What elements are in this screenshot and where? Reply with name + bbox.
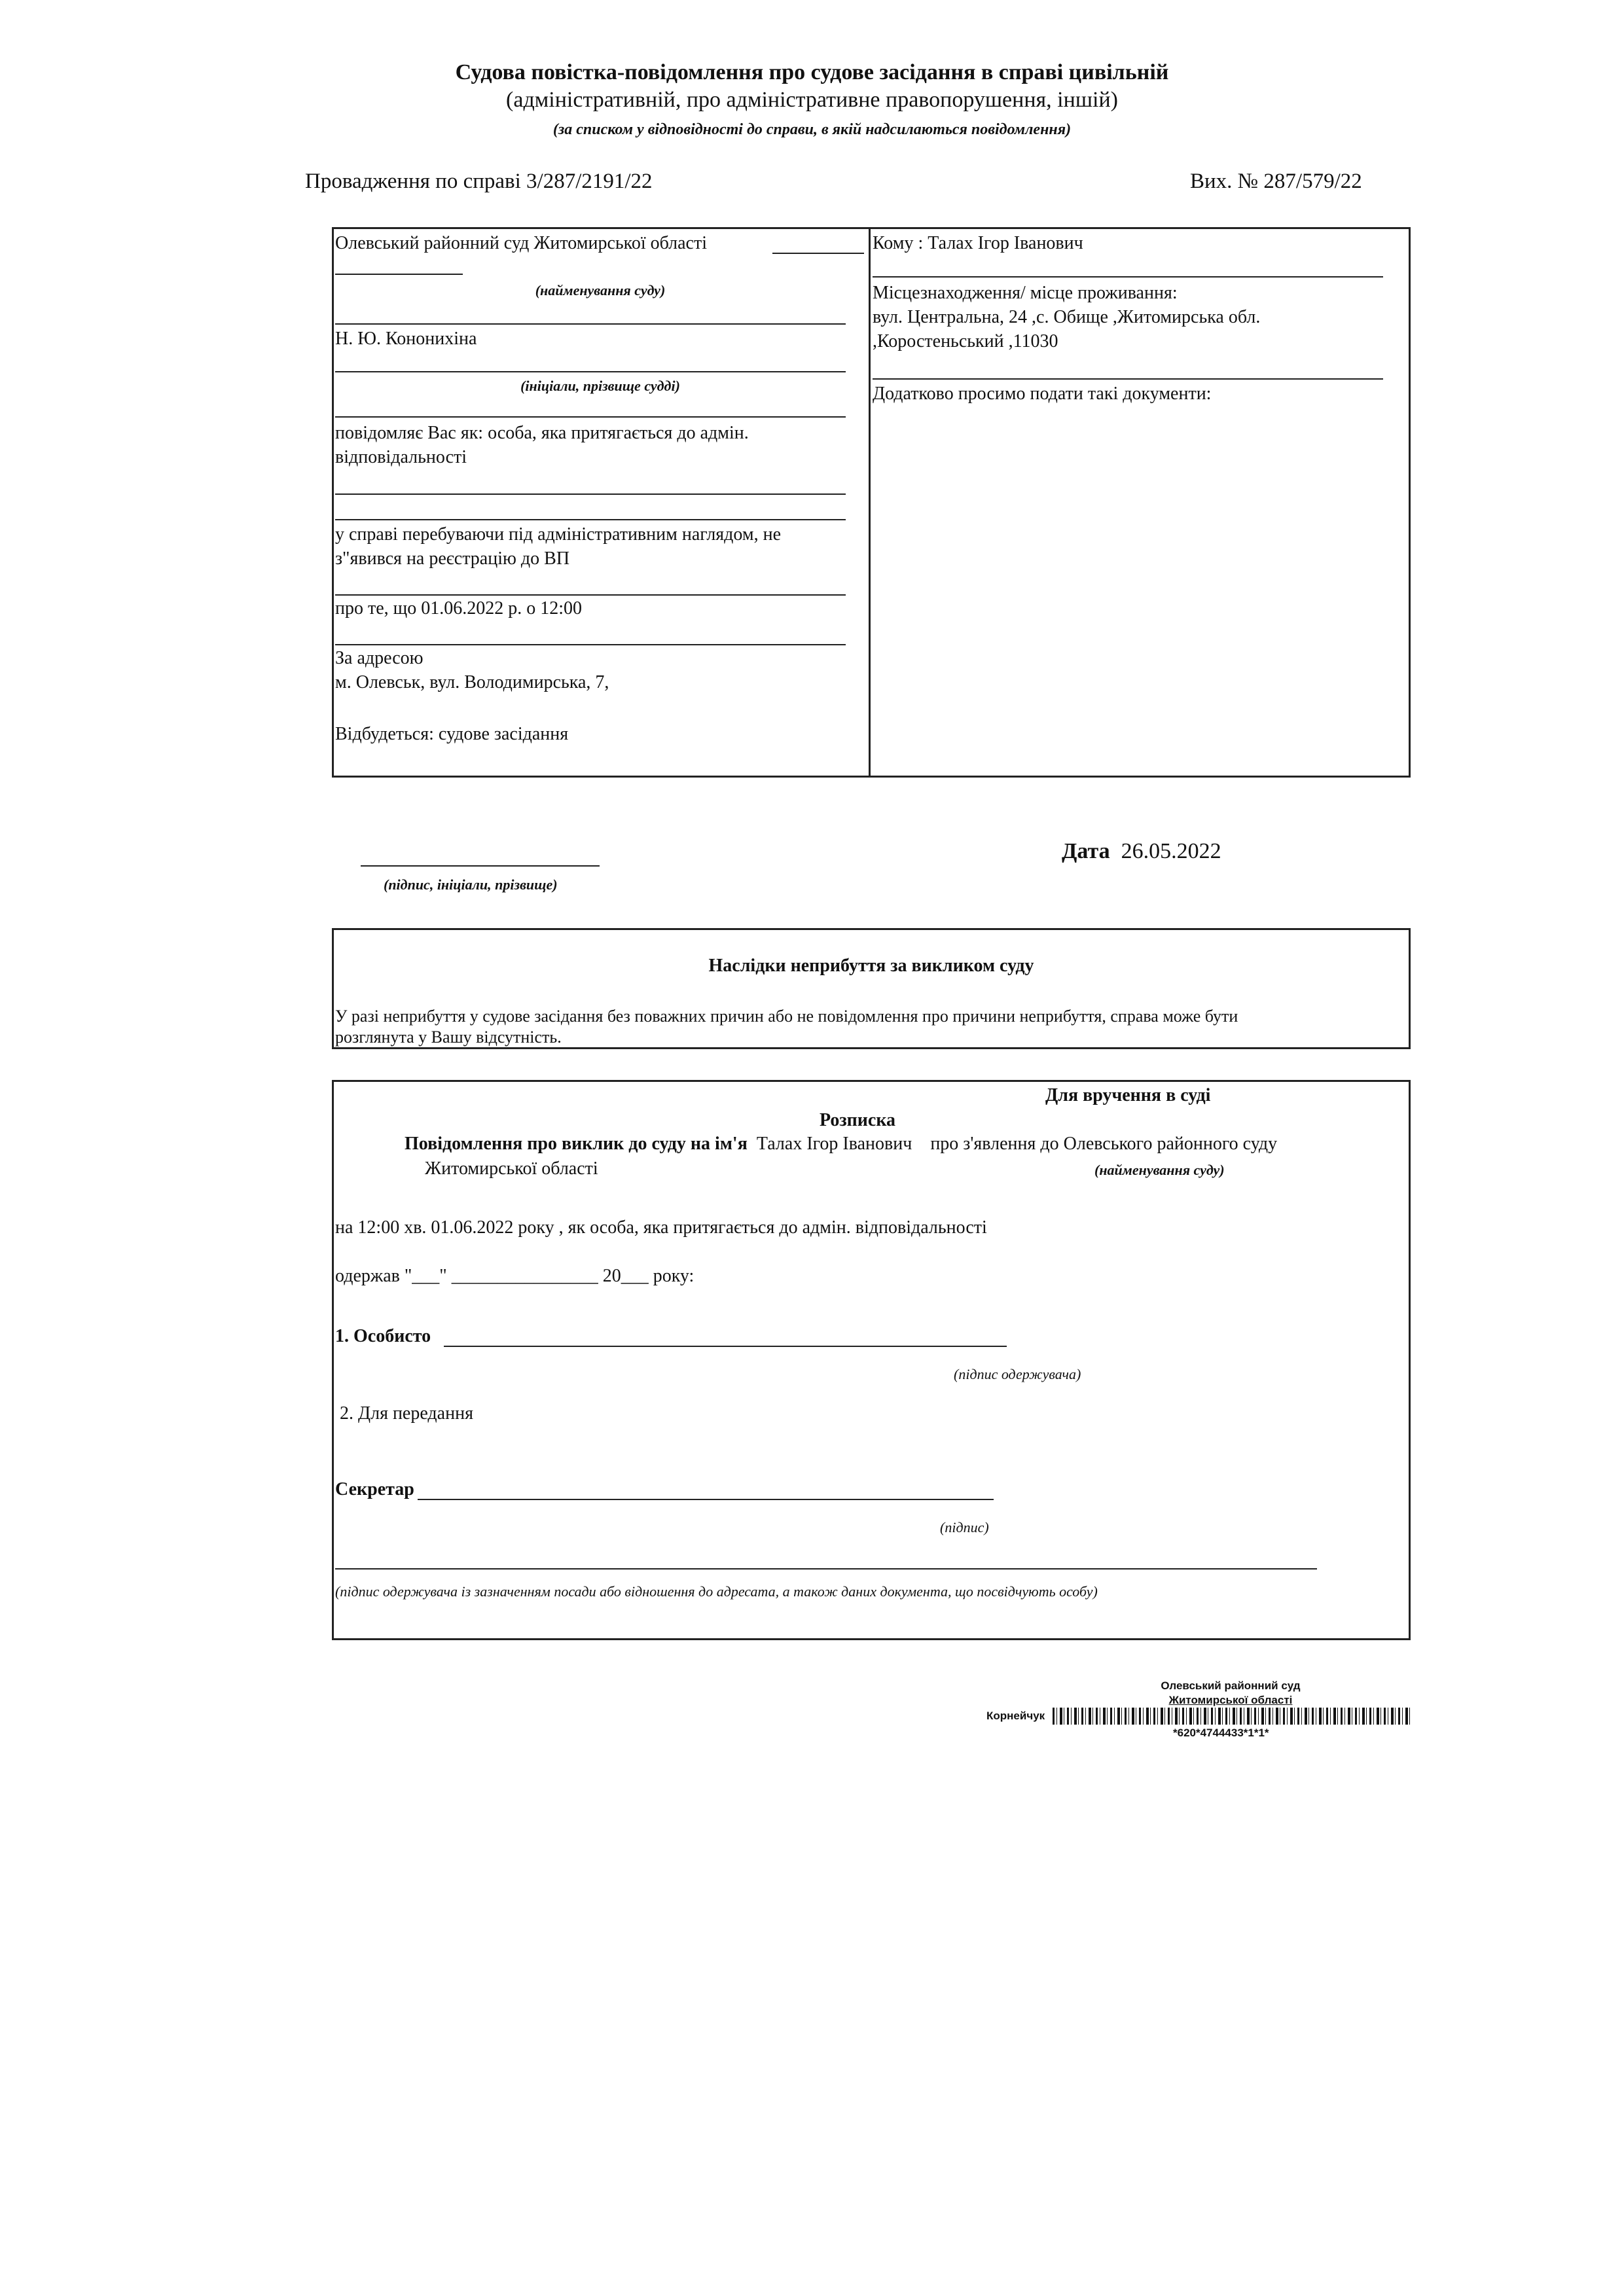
hearing-event: Відбудеться: судове засідання bbox=[335, 724, 569, 744]
personally-signature-line bbox=[444, 1346, 1007, 1347]
for-court-label: Для вручення в суді bbox=[1045, 1085, 1211, 1105]
document-note: (за списком у відповідності до справи, в якій надсилаються повідомлення) bbox=[552, 121, 1072, 138]
footer-caption: (підпис одержувача із зазначенням посади або відношення до адресата, а також даних документа, що посвідчують особу) bbox=[335, 1583, 1098, 1600]
judge-caption: (ініціали, прізвище судді) bbox=[520, 378, 680, 394]
judge-underline bbox=[335, 371, 846, 372]
case-underline bbox=[335, 594, 846, 596]
document-date bbox=[1062, 839, 1221, 864]
secretary-label: Секретар bbox=[335, 1479, 414, 1499]
receipt-time-line: на 12:00 хв. 01.06.2022 року , як особа, яка притягається до адмін. відповідальності bbox=[335, 1217, 987, 1238]
receipt-received-line: одержав "___" ________________ 20___ року: bbox=[335, 1266, 695, 1286]
notify-role-line1: повідомляє Вас як: особа, яка притягається до адмін. bbox=[335, 423, 749, 443]
residence-line2: ,Коростеньський ,11030 bbox=[873, 331, 1058, 351]
court-name-underline-2 bbox=[335, 274, 463, 275]
hearing-address: м. Олевськ, вул. Володимирська, 7, bbox=[335, 672, 609, 692]
consequences-text-line2: розглянута у Вашу відсутність. bbox=[335, 1028, 562, 1047]
judge-overline bbox=[335, 323, 846, 325]
receipt-court-region: Житомирської області bbox=[425, 1158, 598, 1179]
recipient-underline bbox=[873, 276, 1383, 278]
court-name-underline bbox=[772, 253, 864, 254]
extra-documents: Додатково просимо подати такі документи: bbox=[873, 384, 1212, 404]
receipt-court-caption: (найменування суду) bbox=[1094, 1162, 1225, 1178]
stamp-clerk: Корнейчук bbox=[986, 1710, 1045, 1722]
receipt-recipient: Талах Ігор Іванович bbox=[756, 1134, 912, 1154]
consequences-text-line1: У разі неприбуття у судове засідання без поважних причин або не повідомлення про причини неприбуття, справа може бути bbox=[335, 1007, 1238, 1026]
case-description-line1: у справі перебуваючи під адміністративним наглядом, не bbox=[335, 524, 782, 545]
secretary-signature-line bbox=[418, 1499, 994, 1500]
court-caption: (найменування суду) bbox=[535, 282, 666, 298]
datetime-underline bbox=[335, 644, 846, 645]
residence-line1: вул. Центральна, 24 ,с. Обище ,Житомирська обл. bbox=[873, 307, 1261, 327]
barcode-image bbox=[1053, 1708, 1411, 1725]
signature-line bbox=[361, 865, 600, 867]
notify-overline bbox=[335, 416, 846, 418]
receipt-summons-label: Повідомлення про виклик до суду на ім'я bbox=[405, 1134, 748, 1154]
receipt-title: Розписка bbox=[820, 1110, 896, 1130]
court-name: Олевський районний суд Житомирської області bbox=[335, 233, 707, 253]
recipient-name: Кому : Талах Ігор Іванович bbox=[873, 233, 1083, 253]
document-subtitle: (адміністративній, про адміністративне правопорушення, іншій) bbox=[506, 88, 1118, 112]
signature-caption: (підпис, ініціали, прізвище) bbox=[384, 876, 558, 893]
judge-name: Н. Ю. Кононихіна bbox=[335, 329, 477, 349]
secretary-caption: (підпис) bbox=[940, 1519, 989, 1535]
footer-signature-line bbox=[335, 1568, 1317, 1570]
personally-label: 1. Особисто bbox=[335, 1326, 431, 1346]
case-overline bbox=[335, 519, 846, 520]
date-label: Дата bbox=[1062, 839, 1110, 863]
receipt-court-destination: про з'явлення до Олевського районного суду bbox=[930, 1134, 1278, 1154]
notify-role-line2: відповідальності bbox=[335, 447, 467, 467]
outgoing-number: Вих. № 287/579/22 bbox=[1190, 170, 1362, 193]
document-title: Судова повістка-повідомлення про судове засідання в справі цивільній bbox=[455, 60, 1169, 84]
transfer-label: 2. Для передання bbox=[335, 1403, 473, 1424]
column-divider bbox=[869, 227, 871, 778]
stamp-code: *620*4744433*1*1* bbox=[1173, 1727, 1269, 1739]
residence-label: Місцезнаходження/ місце проживання: bbox=[873, 283, 1178, 303]
address-label: За адресою bbox=[335, 648, 424, 668]
stamp-court-line1: Олевський районний суд bbox=[1161, 1679, 1301, 1692]
case-number: Провадження по справі 3/287/2191/22 bbox=[305, 170, 653, 193]
stamp-court-line2: Житомирської області bbox=[1168, 1694, 1293, 1706]
residence-underline bbox=[873, 378, 1383, 380]
date-value: 26.05.2022 bbox=[1121, 839, 1221, 863]
personally-caption: (підпис одержувача) bbox=[954, 1366, 1081, 1382]
receipt-summons-line bbox=[405, 1132, 1277, 1156]
hearing-datetime: про те, що 01.06.2022 р. о 12:00 bbox=[335, 598, 582, 619]
consequences-title: Наслідки неприбуття за викликом суду bbox=[708, 956, 1034, 976]
case-description-line2: з"явився на реєстрацію до ВП bbox=[335, 548, 570, 569]
notify-underline bbox=[335, 493, 846, 495]
